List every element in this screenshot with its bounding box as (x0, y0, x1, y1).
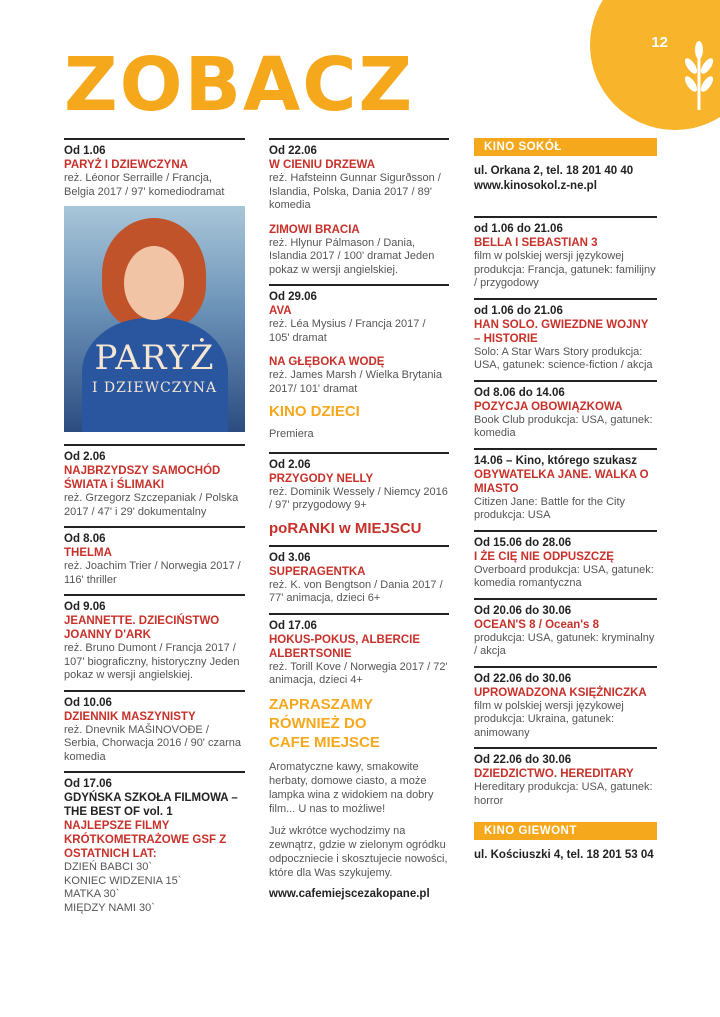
film-date: Od 10.06 (64, 696, 112, 709)
film-info: reż. Dominik Wessely / Niemcy 2016 / 97' przygodowy 9+ (269, 485, 448, 511)
premiera-label: Premiera (269, 428, 314, 440)
poster-face (124, 246, 184, 320)
film-title: OBYWATELKA JANE. WALKA O MIASTO (474, 468, 649, 495)
film-info: reż. Hafsteinn Gunnar Sigurðsson / Islandia, Polska, Dania 2017 / 89' komedia (269, 172, 441, 211)
film-info: Hereditary produkcja: USA, gatunek: horror (474, 781, 653, 807)
film-entry (474, 448, 657, 523)
film-title: DZIENNIK MASZYNISTY (64, 710, 196, 723)
film-date: Od 9.06 (64, 601, 106, 613)
film-entry (474, 530, 657, 591)
film-info: reż. K. von Bengtson / Dania 2017 / 77' animacja, dzieci 6+ (269, 578, 443, 604)
gsf-film: MIĘDZY NAMI 30` (64, 901, 155, 914)
film-date: Od 15.06 do 28.06 (474, 536, 572, 549)
gsf-film: DZIEŃ BABCI 30` (64, 861, 153, 873)
film-entry (64, 526, 245, 587)
film-title: PARYŻ I DZIEWCZYNA (64, 159, 188, 171)
film-info: produkcja: USA, gatunek: kryminalny / akcja (474, 631, 655, 657)
film-title: NAJBRZYDSZY SAMOCHÓD ŚWIATA i ŚLIMAKI (64, 465, 221, 491)
film-date: Od 22.06 do 30.06 (474, 672, 572, 685)
film-info: reż. Dnevnik MAŠINOVOĐE / Serbia, Chorwacja 2016 / 90' czarna komedia (64, 723, 241, 763)
film-date: Od 22.06 (269, 145, 317, 157)
film-date: Od 29.06 (269, 291, 317, 303)
film-entry (474, 216, 657, 291)
film-entry (64, 690, 245, 765)
film-date: Od 17.06 (269, 619, 317, 632)
movie-poster (64, 206, 245, 432)
film-entry (474, 747, 657, 808)
section-poranki: poRANKI w MIEJSCU (269, 519, 422, 537)
film-entry (269, 138, 449, 213)
film-entry (474, 598, 657, 659)
film-info: film w polskiej wersji językowej produkcja: Ukraina, gatunek: animowany (474, 699, 624, 739)
film-entry (269, 355, 449, 396)
column-2 (269, 138, 449, 900)
film-info: reż. Léonor Serraille / Francja, Belgia 2017 / 97' komediodramat (64, 172, 225, 198)
film-info: reż. James Marsh / Wielka Brytania 2017/ 101' dramat (269, 369, 442, 395)
film-title: HAN SOLO. GWIEZDNE WOJNY – HISTORIE (474, 318, 649, 345)
film-info: Book Club produkcja: USA, gatunek: komedia (474, 413, 653, 439)
film-info: Solo: A Star Wars Story produkcja: USA, gatunek: science-fiction / akcja (474, 345, 653, 371)
gsf-subtitle: NAJLEPSZE FILMY KRÓTKOMETRAŻOWE GSF Z OSTATNICH LAT: (64, 820, 227, 860)
film-entry (269, 452, 449, 513)
column-1 (64, 138, 245, 922)
film-entry (269, 545, 449, 606)
film-entry (269, 613, 449, 688)
film-entry (474, 298, 657, 373)
film-title: UPROWADZONA KSIĘŻNICZKA (474, 686, 647, 699)
film-info: reż. Grzegorz Szczepaniak / Polska 2017 / 47' i 29' dokumentalny (64, 492, 239, 518)
film-title: W CIENIU DRZEWA (269, 159, 376, 171)
giewont-address: ul. Kościuszki 4, tel. 18 201 53 04 (474, 849, 654, 861)
sokol-address (474, 164, 657, 194)
film-info: reż. Hlynur Pálmason / Dania, Islandia 2017 / 100' dramat Jeden pokaz w wersji angielskiej. (269, 236, 435, 276)
film-date: Od 2.06 (269, 458, 311, 471)
section-kino-dzieci: KINO DZIECI (269, 403, 360, 420)
gsf-title: GDYŃSKA SZKOŁA FILMOWA – THE BEST OF vol. 1 (64, 792, 238, 818)
film-title: OCEAN'S 8 / Ocean's 8 (474, 618, 599, 631)
poster-title: PARYŻ (94, 338, 215, 378)
film-entry (269, 223, 449, 278)
sokol-address-line: ul. Orkana 2, tel. 18 201 40 40 (474, 165, 634, 177)
film-entry (474, 380, 657, 441)
cafe-text-1: Aromatyczne kawy, smakowite herbaty, domowe ciasto, a może lampka wina z widokiem na dobry film... U nas to możliwe! (269, 760, 434, 815)
film-date: Od 20.06 do 30.06 (474, 604, 572, 617)
wheat-icon (682, 40, 716, 110)
cafe-text-2: Już wkrótce wychodzimy na zewnątrz, gdzie w zielonym ogródku odpoczniecie i skosztujecie nowości, które dla Was szykujemy. (269, 824, 448, 879)
film-title: NA GŁĘBOKA WODĘ (269, 356, 385, 368)
cinema-name-sokol: KINO SOKÓŁ (474, 138, 657, 156)
film-entry (474, 666, 657, 741)
film-entry (269, 284, 449, 345)
film-entry-gsf (64, 771, 245, 915)
film-info: reż. Joachim Trier / Norwegia 2017 / 116' thriller (64, 560, 241, 586)
section-cafe: ZAPRASZAMY RÓWNIEŻ DO CAFE MIEJSCE (269, 695, 380, 751)
sokol-website-link[interactable]: www.kinosokol.z-ne.pl (474, 180, 597, 192)
gsf-film: KONIEC WIDZENIA 15` (64, 874, 182, 887)
film-info: reż. Torill Kove / Norwegia 2017 / 72' animacja, dzieci 4+ (269, 660, 448, 686)
film-info: Overboard produkcja: USA, gatunek: komedia romantyczna (474, 563, 654, 589)
column-3 (474, 138, 657, 875)
film-title: HOKUS-POKUS, ALBERCIE ALBERTSONIE (269, 633, 420, 660)
film-title: SUPERAGENTKA (269, 565, 366, 578)
film-title: JEANNETTE. DZIECIŃSTWO JOANNY D'ARK (64, 615, 220, 641)
film-entry (64, 444, 245, 519)
film-date: Od 8.06 do 14.06 (474, 386, 565, 399)
film-title: THELMA (64, 547, 112, 559)
cinema-name-giewont: KINO GIEWONT (474, 822, 657, 840)
gsf-film: MATKA 30` (64, 888, 120, 900)
film-date: od 1.06 do 21.06 (474, 304, 563, 317)
film-date: Od 1.06 (64, 145, 106, 157)
cafe-website-link[interactable]: www.cafemiejscezakopane.pl (269, 887, 430, 900)
film-title: DZIEDZICTWO. HEREDITARY (474, 768, 634, 780)
poster-subtitle: I DZIEWCZYNA (91, 380, 218, 396)
film-date: Od 2.06 (64, 451, 106, 463)
film-info: reż. Bruno Dumont / Francja 2017 / 107' biograficzny, historyczny Jeden pokaz w wersji angielskiej. (64, 642, 240, 681)
film-date: Od 17.06 (64, 778, 112, 790)
film-entry (64, 594, 245, 683)
page-number: 12 (651, 34, 668, 51)
film-info: reż. Léa Mysius / Francja 2017 / 105' dramat (269, 318, 426, 344)
film-date: Od 3.06 (269, 551, 311, 564)
film-title: I ŻE CIĘ NIE ODPUSZCZĘ (474, 550, 614, 563)
film-date: Od 22.06 do 30.06 (474, 754, 572, 766)
film-title: BELLA I SEBASTIAN 3 (474, 237, 598, 249)
film-title: AVA (269, 305, 292, 317)
page-title: ZOBACZ (64, 42, 415, 128)
film-info: Citizen Jane: Battle for the City produkcja: USA (474, 495, 626, 521)
film-date: od 1.06 do 21.06 (474, 223, 563, 235)
film-info: film w polskiej wersji językowej produkcja: Francja, gatunek: familijny / przygodowy (474, 250, 656, 289)
film-entry (64, 138, 245, 199)
film-title: POZYCJA OBOWIĄZKOWA (474, 400, 623, 413)
film-title: PRZYGODY NELLY (269, 472, 374, 485)
film-date: Od 8.06 (64, 533, 106, 545)
film-date: 14.06 – Kino, którego szukasz (474, 454, 637, 467)
film-title: ZIMOWI BRACIA (269, 223, 360, 236)
